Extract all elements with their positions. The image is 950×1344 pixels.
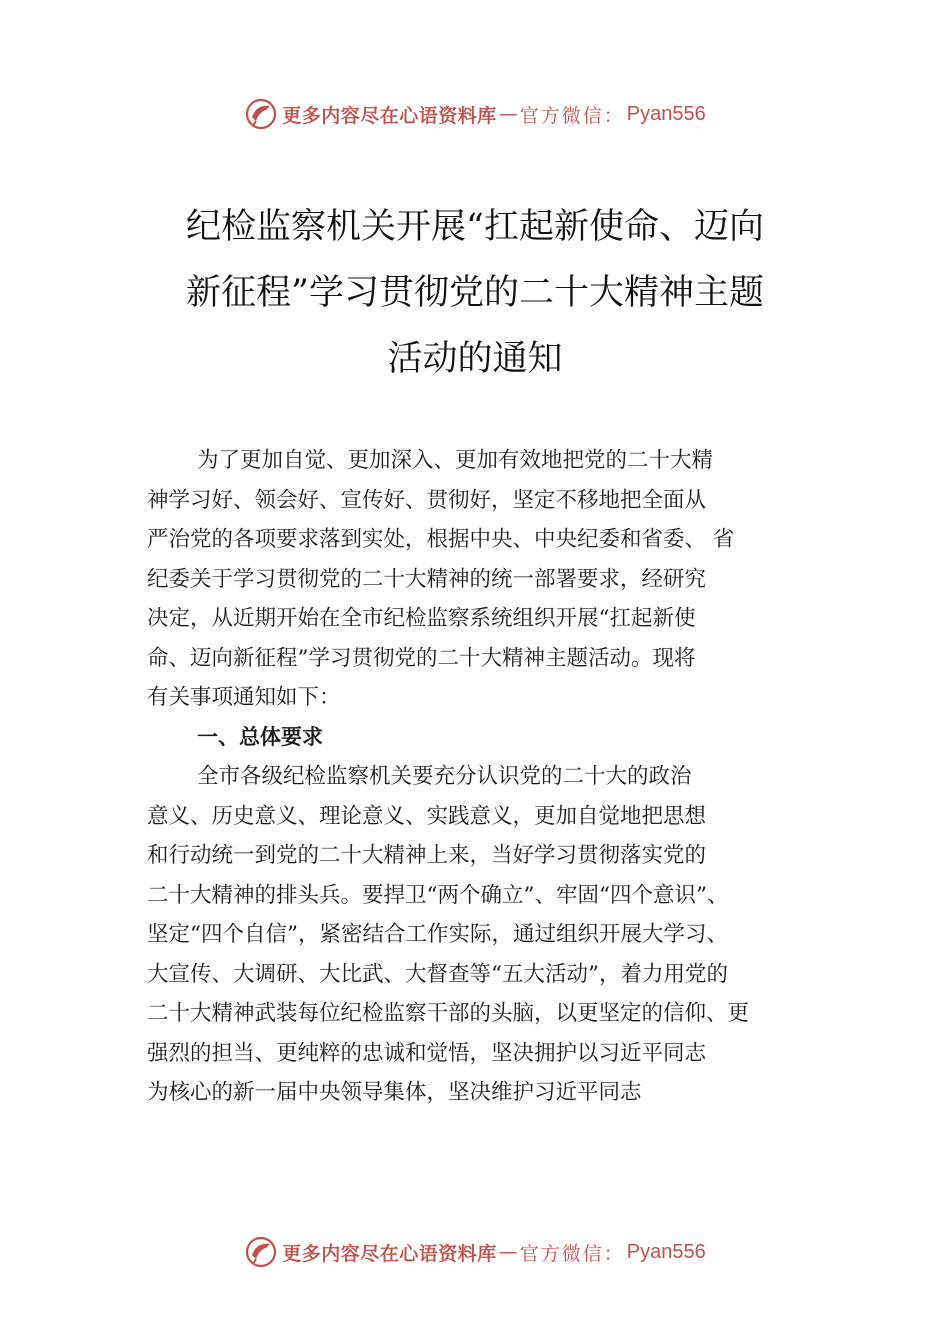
watermark-wechat-id: Pyan556 bbox=[626, 102, 706, 125]
section-line: 全市各级纪检监察机关要充分认识党的二十大的政治 bbox=[197, 764, 692, 789]
section-heading: 一、总体要求 bbox=[197, 724, 323, 749]
watermark-wechat-label: 官方微信： bbox=[519, 104, 625, 127]
watermark-separator: — bbox=[498, 1241, 518, 1263]
watermark-wechat-id: Pyan556 bbox=[626, 1240, 706, 1263]
section-line: 强烈的担当、更纯粹的忠诚和觉悟，坚决拥护以习近平同志 bbox=[147, 1040, 707, 1066]
intro-line: 为了更加自觉、更加深入、更加有效地把党的二十大精 bbox=[197, 448, 714, 473]
watermark-brand-text: 更多内容尽在心语资料库 bbox=[282, 104, 497, 127]
document-body bbox=[147, 441, 819, 1113]
intro-line: 神学习好、领会好、宣传好、贯彻好，坚定不移地把全面从 bbox=[147, 487, 707, 513]
watermark-separator: — bbox=[498, 103, 518, 125]
watermark-wechat-label: 官方微信： bbox=[519, 1242, 625, 1265]
section-line: 二十大精神的排头兵。要捍卫“两个确立”、牢固“四个意识”、 bbox=[147, 882, 729, 908]
title-line: 新征程”学习贯彻党的二十大精神主题 bbox=[186, 273, 764, 313]
section-line: 为核心的新一届中央领导集体，坚决维护习近平同志 bbox=[147, 1080, 642, 1105]
signature-pen-logo-icon bbox=[244, 97, 278, 131]
intro-line: 严治党的各项要求落到实处，根据中央、中央纪委和省委、 省 bbox=[147, 527, 735, 552]
section-line: 二十大精神武装每位纪检监察干部的头脑，以更坚定的信仰、更 bbox=[147, 1001, 750, 1026]
title-line: 活动的通知 bbox=[387, 339, 563, 379]
section-line: 大宣传、大调研、大比武、大督查等“五大活动”，着力用党的 bbox=[147, 961, 728, 987]
document-title bbox=[140, 194, 810, 392]
intro-line: 纪委关于学习贯彻党的二十大精神的统一部署要求，经研究 bbox=[147, 566, 707, 592]
watermark-brand-text: 更多内容尽在心语资料库 bbox=[282, 1242, 497, 1265]
section-line: 坚定“四个自信”，紧密结合工作实际，通过组织开展大学习、 bbox=[147, 922, 728, 947]
title-line: 纪检监察机关开展“扛起新使命、迈向 bbox=[186, 207, 764, 247]
intro-line: 命、迈向新征程”学习贯彻党的二十大精神主题活动。现将 bbox=[147, 645, 696, 671]
header-watermark-banner bbox=[0, 94, 950, 134]
intro-line: 有关事项通知如下： bbox=[147, 685, 341, 710]
intro-line: 决定，从近期开始在全市纪检监察系统组织开展“扛起新使 bbox=[147, 606, 696, 631]
section-line: 意义、历史意义、理论意义、实践意义，更加自觉地把思想 bbox=[147, 803, 707, 829]
section-line: 和行动统一到党的二十大精神上来，当好学习贯彻落实党的 bbox=[147, 843, 707, 868]
footer-watermark-banner bbox=[0, 1232, 950, 1272]
signature-pen-logo-icon bbox=[244, 1235, 278, 1269]
